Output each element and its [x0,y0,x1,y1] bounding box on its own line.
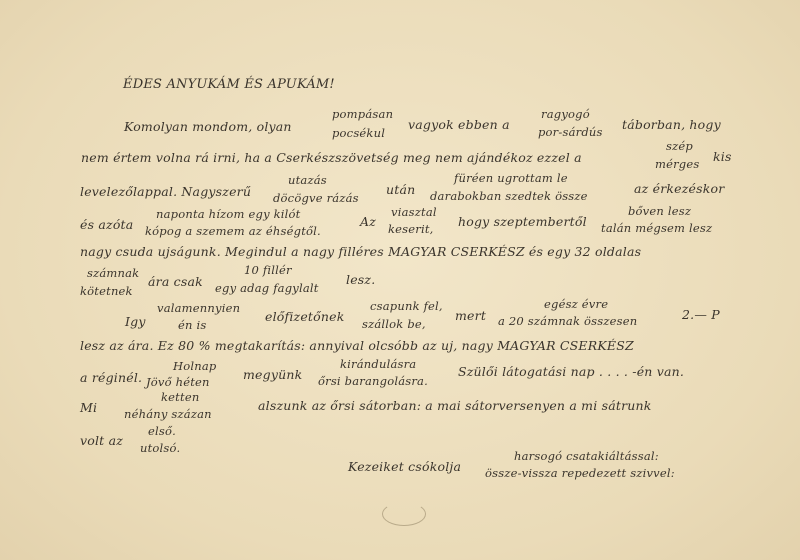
line-8-text: lesz az ára. Ez 80 % megtakarítás: annyival olcsóbb az uj, nagy MAGYAR CSERKÉSZ [80,338,634,353]
line-9-text-2: megyünk [243,367,303,382]
line-4-text-3: hogy szeptembertől [458,214,587,229]
line-7-option2-bottom: szállok be, [362,317,426,331]
greeting: ÉDES ANYUKÁM ÉS APUKÁM! [123,77,335,92]
line-5-text: nagy csuda ujságunk. Megindul a nagy filléres MAGYAR CSERKÉSZ és egy 32 oldalas [80,244,642,259]
line-4-option3-top: bőven lesz [628,204,692,218]
line-6-text: ára csak [148,274,203,289]
closing-option-bottom: össze-vissza repedezett szivvel: [485,466,675,480]
line-1-option2-top: ragyogó [541,107,590,121]
line-1-text: Komolyan mondom, olyan [124,119,292,134]
line-11-text: volt az [80,433,124,448]
line-6-option-top: számnak [87,266,140,280]
line-2-text: nem értem volna rá irni, ha a Cserkészszövetség meg nem ajándékoz ezzel a [81,150,582,165]
line-9-option-top: Holnap [173,359,217,373]
line-7-text-2: előfizetőnek [265,309,345,324]
line-9-option2-bottom: őrsi barangolásra. [318,374,428,388]
line-1-text-2: vagyok ebben a [408,117,510,132]
line-6-option2-top: 10 fillér [244,263,292,277]
closing-text: Kezeiket csókolja [348,459,462,474]
line-7-text-3: mert [455,308,487,323]
line-1-option2-bottom: por-sárdús [538,125,603,139]
line-9-text-3: Szülői látogatási nap . . . . -én van. [458,364,685,379]
line-1-option-top: pompásan [332,107,394,121]
line-7-option3-bottom: a 20 számnak összesen [498,314,638,328]
line-11-option-top: első. [148,424,176,438]
line-3-text-2: után [386,182,416,197]
line-7-text-4: 2.— P [682,307,720,322]
line-11-option-bottom: utolsó. [140,441,181,455]
line-3-option2-top: füréen ugrottam le [454,171,568,185]
line-3-option-top: utazás [288,173,327,187]
line-10-text: Mi [80,400,98,415]
line-4-option2-bottom: keserit, [388,222,434,236]
line-7-option2-top: csapunk fel, [370,299,443,313]
line-4-option3-bottom: talán mégsem lesz [601,221,713,235]
closing-option-top: harsogó csatakiáltással: [514,449,659,463]
line-6-text-2: lesz. [346,272,376,287]
line-1-option-bottom: pocsékul [332,126,386,140]
line-9-text: a réginél. [80,370,143,385]
line-10-option-top: ketten [161,390,200,404]
line-4-text-2: Az [360,214,377,229]
line-4-option-bottom: kópog a szemem az éhségtől. [145,224,321,238]
line-3-text: levelezőlappal. Nagyszerű [80,184,252,199]
line-7-text: Igy [125,314,146,329]
line-4-option2-top: viasztal [391,205,437,219]
line-4-text: és azóta [80,217,134,232]
line-4-option-top: naponta hízom egy kilót [156,207,301,221]
line-3-option-bottom: döcögve rázás [273,191,359,205]
line-10-text-2: alszunk az őrsi sátorban: a mai sátorversenyen a mi sátrunk [258,398,652,413]
line-6-option2-bottom: egy adag fagylalt [215,281,319,295]
line-3-text-3: az érkezéskor [634,181,725,196]
line-9-option2-top: kirándulásra [340,357,417,371]
line-3-option2-bottom: darabokban szedtek össze [430,189,588,203]
line-9-option-bottom: Jövő héten [146,375,210,389]
line-7-option-top: valamennyien [157,301,241,315]
line-7-option-bottom: én is [178,318,207,332]
line-10-option-bottom: néhány százan [124,407,212,421]
line-2-option-top: szép [666,139,693,153]
line-2-option-bottom: mérges [655,157,700,171]
line-2-text-2: kis [713,149,732,164]
decorative-mark [382,502,426,526]
line-1-text-3: táborban, hogy [622,117,721,132]
line-7-option3-top: egész évre [544,297,609,311]
line-6-option-bottom: kötetnek [80,284,133,298]
